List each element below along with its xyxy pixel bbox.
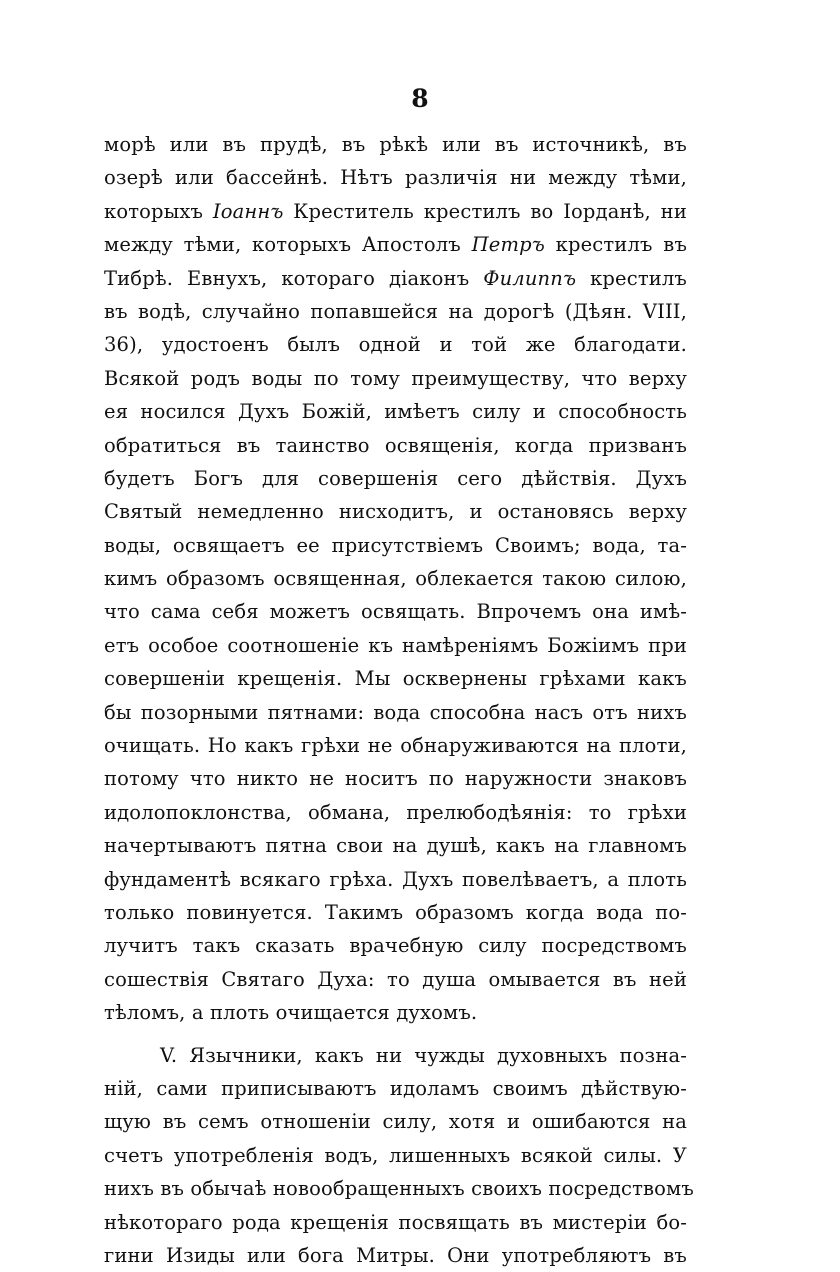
text-line: фундаментѣ всякаго грѣха. Духъ повелѣваетъ, а плоть (104, 867, 687, 891)
text-line: сошествія Святаго Духа: то душа омывается въ ней (104, 967, 687, 991)
text-line: будетъ Богъ для совершенія сего дѣйствія. Духъ (104, 466, 687, 490)
text-line: озерѣ или бассейнѣ. Нѣтъ различія ни между тѣми, (104, 166, 687, 190)
text-line: совершеніи крещенія. Мы осквернены грѣхами какъ (104, 667, 687, 691)
text-line: ея носился Духъ Божій, имѣетъ силу и способность (104, 400, 687, 424)
paragraph-1 (104, 128, 687, 1030)
text-line: начертываютъ пятна свои на душѣ, какъ на главномъ (104, 834, 687, 858)
text-line: Всякой родъ воды по тому преимуществу, что верху (104, 366, 687, 390)
text-line: етъ особое соотношеніе къ намѣреніямъ Божіимъ при (104, 633, 687, 657)
text-line: обратиться въ таинство освященія, когда призванъ (104, 433, 687, 457)
text-line: что сама себя можетъ освящать. Впрочемъ она имѣ- (104, 600, 687, 624)
italic-name: Петръ (471, 233, 545, 257)
text-line: только повинуется. Такимъ образомъ когда вода по- (104, 900, 687, 924)
text-line: потому что никто не носитъ по наружности знаковъ (104, 767, 687, 791)
text-line: тѣломъ, а плоть очищается духомъ. (104, 1001, 478, 1025)
text-line: щую въ семъ отношеніи силу, хотя и ошибаются на (104, 1110, 687, 1134)
text-line: Святый немедленно нисходитъ, и остановясь верху (104, 500, 687, 524)
text-line: лучитъ такъ сказать врачебную силу посредствомъ (104, 934, 687, 958)
text-line: воды, освящаетъ ее присутствіемъ Своимъ; вода, та- (104, 533, 687, 557)
body-text (104, 128, 694, 1272)
page-number: 8 (411, 84, 429, 113)
text-line: нѣкотораго рода крещенія посвящать въ мистеріи бо- (104, 1210, 687, 1234)
text-line: гини Изиды или бога Митры. Они употребляютъ въ (104, 1243, 687, 1267)
text-line: между тѣми, которыхъ Апостолъ Петръ крестилъ въ (104, 233, 687, 257)
italic-name: Іоаннъ (212, 199, 284, 223)
text-line: морѣ или въ прудѣ, въ рѣкѣ или въ источникѣ, въ (104, 133, 687, 156)
text-line: V. Язычники, какъ ни чужды духовныхъ позна- (160, 1043, 687, 1067)
text-line: нихъ въ обычаѣ новообращенныхъ своихъ посредствомъ (104, 1177, 694, 1201)
text-line: ній, сами приписываютъ идоламъ своимъ дѣйствую- (104, 1076, 687, 1100)
text-line: бы позорными пятнами: вода способна насъ отъ нихъ (104, 700, 687, 724)
text-line: въ водѣ, случайно попавшейся на дорогѣ (Дѣян. VIII, (104, 299, 687, 323)
italic-name: Филиппъ (483, 266, 577, 290)
text-line: Тибрѣ. Евнухъ, котораго діаконъ Филиппъ крестилъ (104, 266, 687, 290)
text-line: кимъ образомъ освященная, облекается такою силою, (104, 567, 687, 591)
text-line: очищать. Но какъ грѣхи не обнаруживаются на плоти, (104, 734, 687, 758)
paragraph-gap (104, 1030, 687, 1039)
paragraph-2 (104, 1039, 694, 1272)
text-line: 36), удостоенъ былъ одной и той же благодати. (104, 333, 687, 357)
text-line: которыхъ Іоаннъ Креститель крестилъ во Іорданѣ, ни (104, 199, 687, 223)
text-line: идолопоклонства, обмана, прелюбодѣянія: то грѣхи (104, 800, 687, 824)
text-line: счетъ употребленія водъ, лишенныхъ всякой силы. У (104, 1143, 687, 1167)
